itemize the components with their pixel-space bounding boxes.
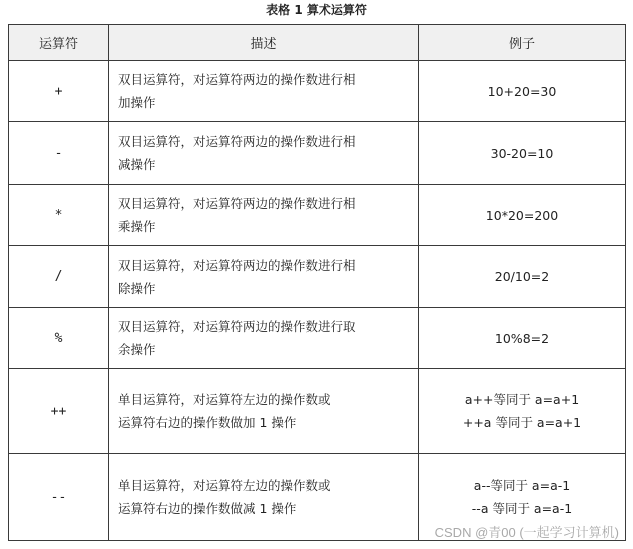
example-line: 10*20=200 bbox=[485, 207, 559, 223]
table-row bbox=[9, 369, 626, 454]
description-cell bbox=[109, 61, 419, 122]
example-line: ++a 等同于 a=a+1 bbox=[462, 415, 582, 430]
description-line: 加操作 bbox=[118, 95, 156, 110]
description-line: 双目运算符，对运算符两边的操作数进行取 bbox=[118, 319, 356, 334]
example-cell bbox=[419, 308, 626, 369]
description-cell bbox=[109, 185, 419, 246]
example-line: 10%8=2 bbox=[494, 330, 550, 346]
column-header-operator: 运算符 bbox=[9, 25, 109, 61]
description-cell bbox=[109, 122, 419, 185]
example-cell bbox=[419, 246, 626, 308]
example-cell bbox=[419, 61, 626, 122]
example-line: 30-20=10 bbox=[490, 145, 554, 161]
example-cell bbox=[419, 122, 626, 185]
table-caption: 表格 1 算术运算符 bbox=[266, 3, 367, 17]
example-line: 20/10=2 bbox=[494, 269, 550, 284]
operator-cell: % bbox=[9, 308, 109, 369]
description-line: 余操作 bbox=[118, 342, 156, 357]
description-line: 双目运算符，对运算符两边的操作数进行相 bbox=[118, 196, 356, 211]
column-header-example: 例子 bbox=[419, 25, 626, 61]
example-line: a++等同于 a=a+1 bbox=[464, 392, 580, 407]
operator-cell: * bbox=[9, 185, 109, 246]
operator-cell: ++ bbox=[9, 369, 109, 454]
watermark: CSDN @青00 (一起学习计算机) bbox=[434, 525, 619, 540]
operator-cell: + bbox=[9, 61, 109, 122]
description-cell bbox=[109, 454, 419, 541]
arithmetic-operators-table bbox=[8, 24, 626, 541]
table-row bbox=[9, 122, 626, 185]
operator-cell: - bbox=[9, 122, 109, 185]
table-row bbox=[9, 246, 626, 308]
description-line: 运算符右边的操作数做加 1 操作 bbox=[118, 415, 297, 430]
description-cell bbox=[109, 369, 419, 454]
table-row bbox=[9, 308, 626, 369]
description-line: 双目运算符，对运算符两边的操作数进行相 bbox=[118, 134, 356, 149]
description-cell bbox=[109, 308, 419, 369]
table-header-row bbox=[9, 25, 626, 61]
description-cell bbox=[109, 246, 419, 308]
example-line: a--等同于 a=a-1 bbox=[473, 478, 571, 493]
table-row bbox=[9, 61, 626, 122]
operator-cell: / bbox=[9, 246, 109, 308]
example-cell bbox=[419, 369, 626, 454]
example-line: --a 等同于 a=a-1 bbox=[471, 501, 573, 516]
operator-cell: -- bbox=[9, 454, 109, 541]
table-row bbox=[9, 185, 626, 246]
description-line: 单目运算符，对运算符左边的操作数或 bbox=[118, 392, 331, 407]
example-line: 10+20=30 bbox=[487, 83, 557, 99]
description-line: 减操作 bbox=[118, 157, 156, 172]
description-line: 双目运算符，对运算符两边的操作数进行相 bbox=[118, 72, 356, 87]
description-line: 单目运算符，对运算符左边的操作数或 bbox=[118, 478, 331, 493]
column-header-description: 描述 bbox=[109, 25, 419, 61]
description-line: 乘操作 bbox=[118, 219, 156, 234]
description-line: 双目运算符，对运算符两边的操作数进行相 bbox=[118, 257, 356, 273]
description-line: 运算符右边的操作数做减 1 操作 bbox=[118, 501, 297, 516]
description-line: 除操作 bbox=[118, 280, 156, 296]
example-cell bbox=[419, 185, 626, 246]
